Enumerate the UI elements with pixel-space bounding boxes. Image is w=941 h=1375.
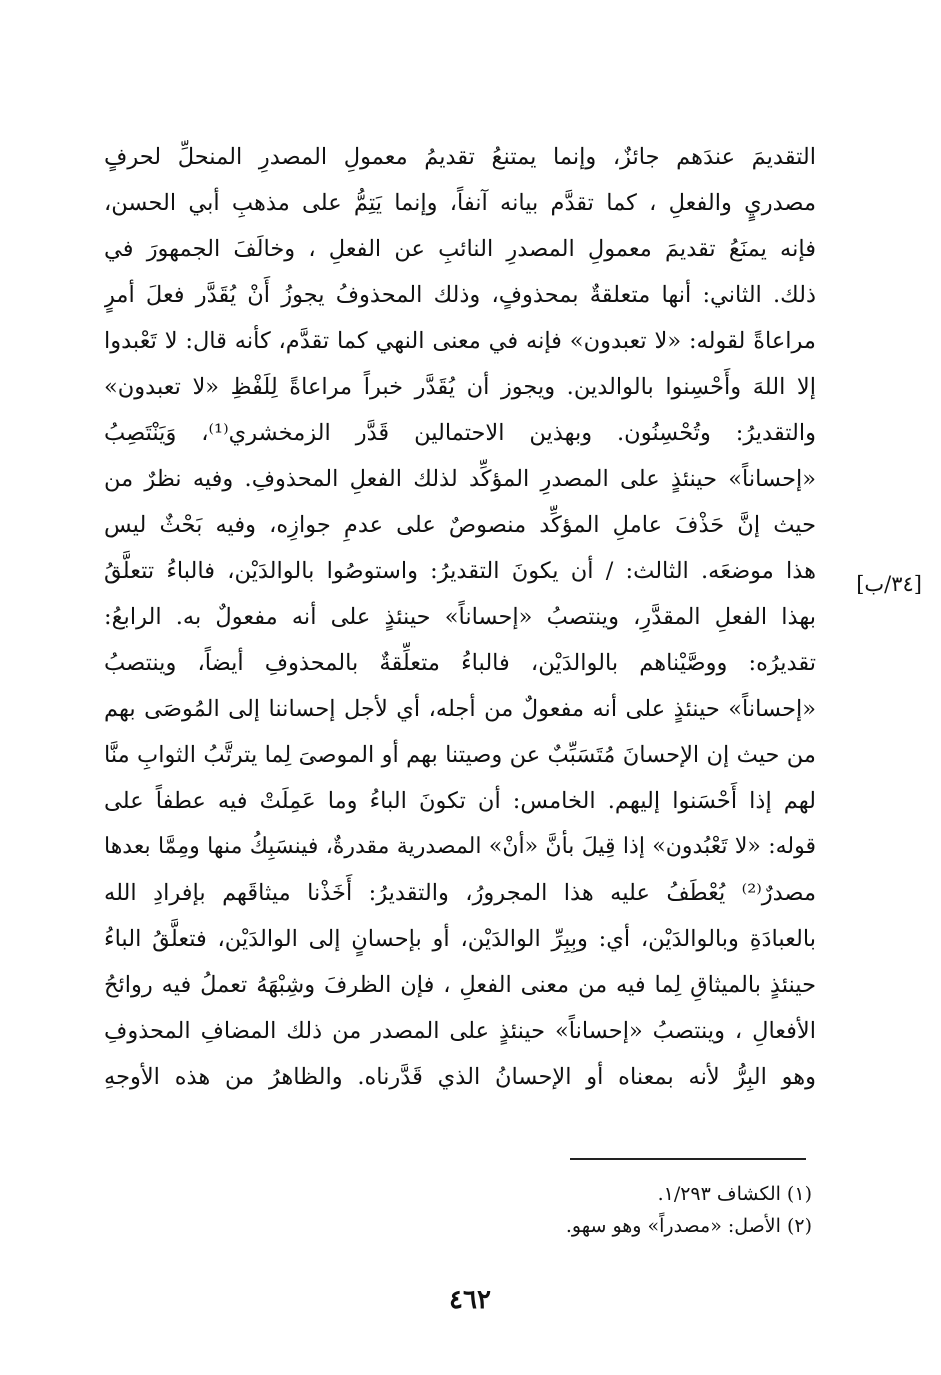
text-line: وهو البِرُّ لأنه بمعناه أو الإحسانُ الذي قَدَّرناه. والظاهرُ من هذه الأوجهِ: [104, 1064, 816, 1090]
text-line: ذلك. الثاني: أنها متعلقةٌ بمحذوفٍ، وذلك المحذوفُ يجوزُ أَنْ يُقَدَّر فعلَ أمرٍ: [104, 282, 816, 308]
text-line: من حيث إن الإحسانَ مُتَسَبِّبٌ عن وصيتنا بهم أو الموصىَ لِما يترتَّبُ الثوابِ منَّا: [104, 742, 816, 768]
text-line: «إحساناً» حينئذٍ على المصدرِ المؤكِّد لذلك الفعلِ المحذوفِ. وفيه نظرٌ من: [104, 466, 816, 492]
manuscript-folio-marker: [٣٤/ب]: [856, 572, 922, 596]
text-line: مراعاةً لقوله: «لا تعبدون» فإنه في معنى النهي كما تقدَّم، كأنه قال: لا تَعْبدوا: [104, 328, 816, 354]
text-line: فإنه يمنَعُ تقديمَ معمولِ المصدرِ النائبِ عن الفعلِ ، وخالَفَ الجمهورَ في: [104, 236, 816, 262]
text-line: قوله: «لا تَعْبُدون» إذا قِيلَ بأنَّ «أنْ» المصدرية مقدرةٌ، فينسَبِكُ منها ومِمَّا بعدها: [104, 834, 816, 859]
text-line: حيث إنَّ حَذْفَ عاملِ المؤكِّد منصوصٌ على عدمِ جوازِه، وفيه بَحْثٌ ليس: [104, 512, 816, 538]
text-line: بالعبادَةِ وبالوالدَيْن، أي: وبِبِرِّ الوالدَيْن، أو بإحسانٍ إلى الوالدَيْن، فتعلَّقُ الباءُ: [104, 926, 816, 952]
footnote-item: (١) الكشاف ١/٢٩٣.: [657, 1183, 812, 1205]
text-line: الأفعالِ ، وينتصبُ «إحساناً» حينئذٍ على المصدر من ذلك المضافِ المحذوفِ: [104, 1018, 816, 1044]
text-line: «إحساناً» حينئذٍ على أنه مفعولٌ من أجله، أي لأجل إحساننا إلى المُوصَى بهم: [104, 696, 816, 722]
text-line: والتقديرُ: وتُحْسِنُون. وبهذين الاحتمالين قَدَّر الزمخشري⁽¹⁾، وَيَنْتَصِبُ: [104, 420, 816, 446]
text-line: إلا اللهَ وأَحْسِنوا بالوالدين. ويجوز أن يُقَدَّر خبراً مراعاةً لِلَفْظِ «لا تعبدون»: [104, 374, 816, 400]
text-line: لهم إذا أَحْسَنوا إليهم. الخامس: أن تكونَ الباءُ وما عَمِلَتْ فيه عطفاً على: [104, 788, 816, 814]
text-line: حينئذٍ بالميثاقِ لِما فيه من معنى الفعلِ ، فإن الظرفَ وشِبْهَهُ تعملُ فيه روائحُ: [104, 972, 816, 998]
text-line: مصدرٌ⁽²⁾ يُعْطَفُ عليه هذا المجرورُ، والتقديرُ: أَخَذْنا ميثاقَهم بإفرادِ الله: [104, 880, 816, 906]
text-line: بهذا الفعلِ المقدَّرِ، وينتصبُ «إحساناً» حينئذٍ على أنه مفعولٌ به. الرابعُ:: [104, 604, 816, 630]
text-line: هذا موضعَه. الثالث: / أن يكونَ التقديرُ: واستوصُوا بالوالدَيْن، فالباءُ تتعلَّقُ: [104, 558, 816, 584]
footnote-divider: [570, 1158, 806, 1160]
footnotes: [300, 1178, 812, 1242]
text-line: التقديمَ عندَهم جائزٌ، وإنما يمتنعُ تقديمُ معمولِ المصدرِ المنحلِّ لحرفٍ: [104, 144, 816, 170]
main-text: [104, 134, 816, 1100]
text-line: مصدريٍ والفعلِ ، كما تقدَّم بيانه آنفاً، وإنما يَتِمُّ على مذهبِ أبي الحسن،: [104, 190, 816, 216]
text-line: تقديرُه: ووصَّيْناهم بالوالدَيْن، فالباءُ متعلِّقةٌ بالمحذوفِ أيضاً، وينتصبُ: [104, 650, 816, 676]
footnote-item: (٢) الأصل: «مصدراً» وهو سهو.: [565, 1215, 812, 1237]
page-number: ٤٦٢: [449, 1285, 491, 1315]
